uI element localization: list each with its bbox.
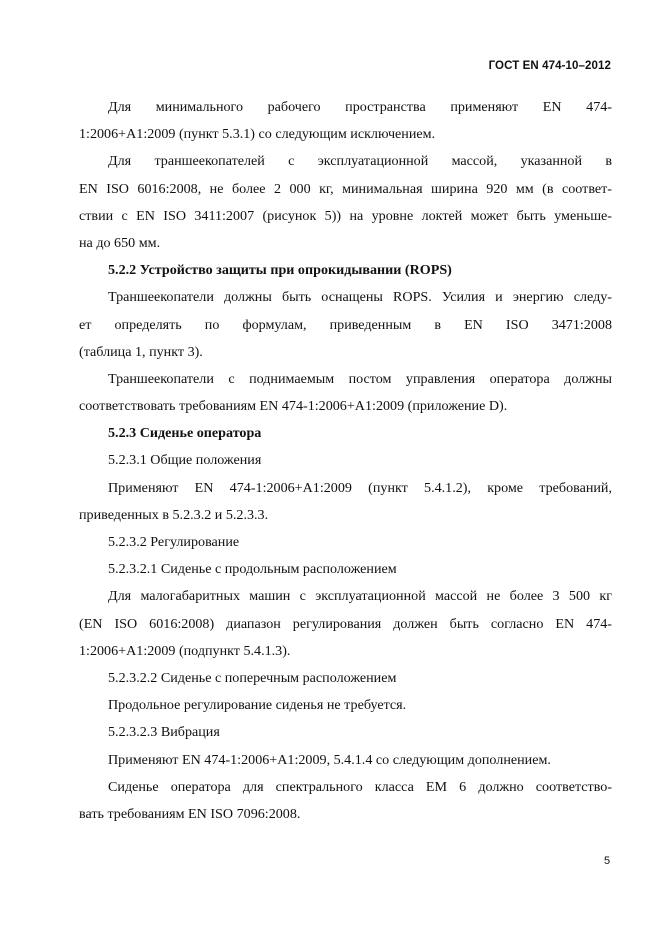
text-line: (EN ISO 6016:2008) диапазон регулирования должен быть согласно EN 474- [79,615,612,632]
text-line: Применяют EN 474-1:2006+А1:2009, 5.4.1.4 со следующим дополнением. [108,751,551,768]
document-body [79,94,612,828]
subsection-heading: 5.2.3.2.1 Сиденье с продольным расположением [108,561,397,578]
text-line: Для минимального рабочего пространства применяют EN 474- [108,99,612,115]
subsection-heading: 5.2.3.1 Общие положения [108,452,262,469]
subsection-heading: 5.2.3.2.2 Сиденье с поперечным расположением [108,669,397,686]
subsection-heading: 5.2.3.2.3 Вибрация [108,724,220,741]
text-line: 1:2006+А1:2009 (подпункт 5.4.1.3). [79,642,291,659]
text-line: Для малогабаритных машин с эксплуатационной массой не более 3 500 кг [108,588,612,605]
text-line: ет определять по формулам, приведенным в EN ISO 3471:2008 [79,316,612,333]
section-heading: 5.2.2 Устройство защиты при опрокидывании (ROPS) [108,262,452,279]
subsection-heading: 5.2.3.2 Регулирование [108,534,240,550]
text-line: Траншеекопатели должны быть оснащены ROPS. Усилия и энергию следу- [108,289,612,306]
page-number: 5 [604,855,611,867]
document-header: ГОСТ EN 474-10–2012 [488,60,611,72]
text-line: ствии с EN ISO 3411:2007 (рисунок 5)) на уровне локтей может быть уменьше- [79,207,612,224]
section-heading: 5.2.3 Сиденье оператора [108,425,262,442]
text-line: приведенных в 5.2.3.2 и 5.2.3.3. [79,506,269,523]
text-line: вать требованиям EN ISO 7096:2008. [79,805,301,822]
text-line: Применяют EN 474-1:2006+А1:2009 (пункт 5.4.1.2), кроме требований, [108,479,612,496]
text-line: EN ISO 6016:2008, не более 2 000 кг, минимальная ширина 920 мм (в соответ- [79,180,612,197]
text-line: соответствовать требованиям EN 474-1:2006+А1:2009 (приложение D). [79,398,508,415]
text-line: Траншеекопатели с поднимаемым постом управления оператора должны [108,370,612,387]
text-line: Сиденье оператора для спектрального класса ЕМ 6 должно соответство- [108,778,612,795]
text-line: (таблица 1, пункт 3). [79,343,203,360]
text-line: Для траншеекопателей с эксплуатационной массой, указанной в [108,153,612,170]
text-line: 1:2006+А1:2009 (пункт 5.3.1) со следующим исключением. [79,126,436,143]
text-line: на до 650 мм. [79,234,161,251]
text-line: Продольное регулирование сиденья не требуется. [108,697,407,714]
